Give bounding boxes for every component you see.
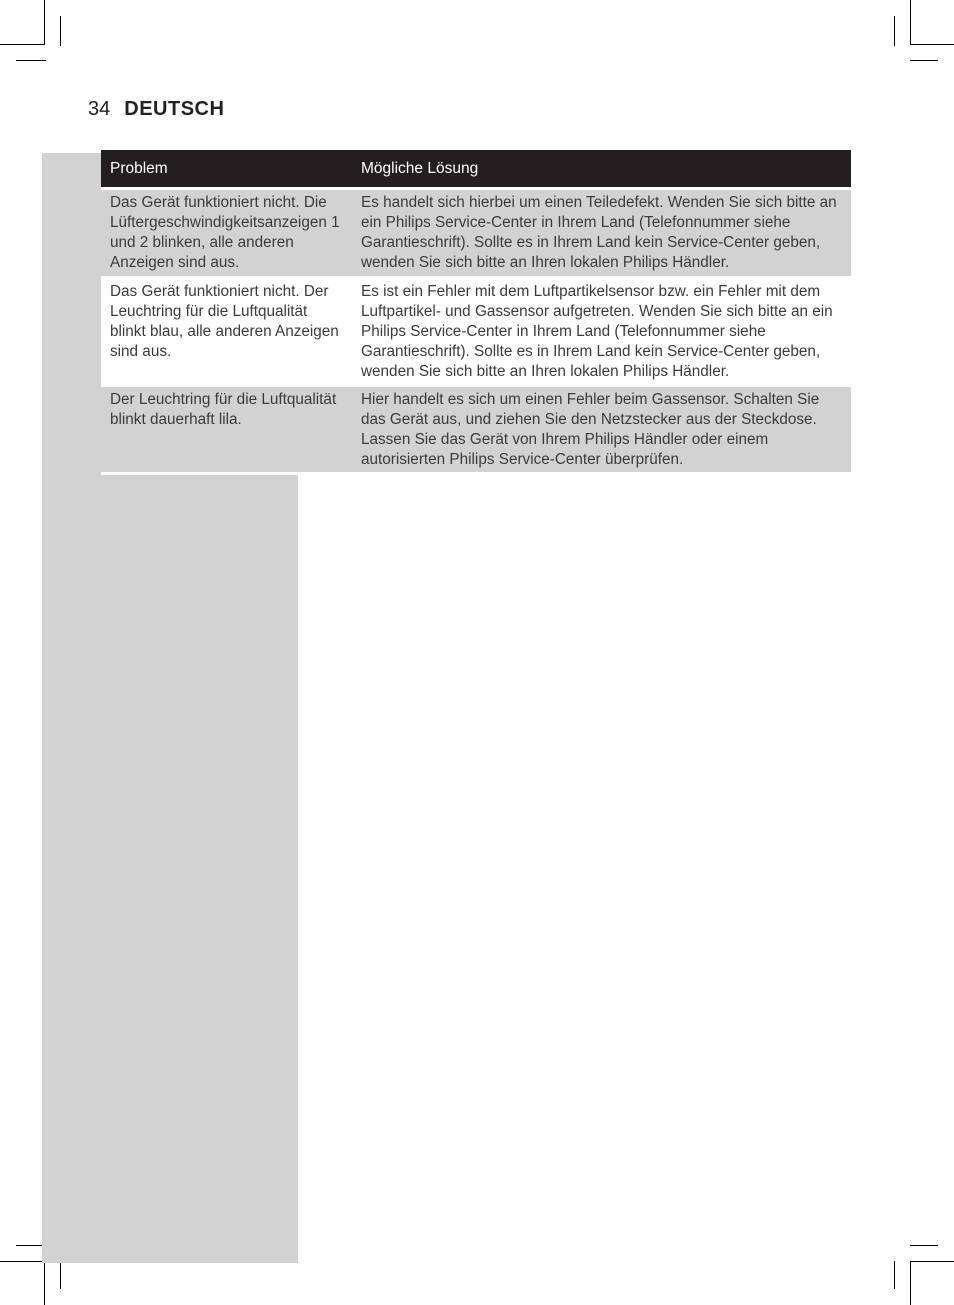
crop-mark xyxy=(894,1261,895,1289)
problem-cell: Das Gerät funktioniert nicht. Der Leuchtring für die Luftqualität blinkt blau, alle anderen Anzeigen sind aus. xyxy=(101,279,352,384)
section-title: DEUTSCH xyxy=(124,98,225,120)
table-row xyxy=(101,387,851,472)
crop-mark xyxy=(910,1261,954,1262)
crop-mark xyxy=(894,16,895,46)
crop-mark xyxy=(910,0,911,45)
column-header-solution: Mögliche Lösung xyxy=(361,159,479,177)
solution-cell: Es ist ein Fehler mit dem Luftpartikelsensor bzw. ein Fehler mit dem Luftpartikel- und Gassensor aufgetreten. Wenden Sie sich bitte an ein Philips Service-Center in Ihrem Land (Telefonnummer siehe Garantieschrift). Sollte es in Ihrem Land kein Service-Center geben, wenden Sie sich bitte an Ihren lokalen Philips Händler. xyxy=(352,279,851,384)
crop-mark xyxy=(910,60,938,61)
troubleshooting-table xyxy=(101,150,851,475)
crop-mark xyxy=(60,16,61,46)
crop-mark xyxy=(0,1261,45,1262)
problem-cell: Das Gerät funktioniert nicht. Die Lüftergeschwindigkeitsanzeigen 1 und 2 blinken, alle anderen Anzeigen sind aus. xyxy=(110,194,340,271)
table-row xyxy=(101,190,851,276)
solution-cell: Hier handelt es sich um einen Fehler beim Gassensor. Schalten Sie das Gerät aus, und ziehen Sie den Netzstecker aus der Steckdose. Lassen Sie das Gerät von Ihrem Philips Händler oder einem autorisierten Philips Service-Center überprüfen. xyxy=(361,391,820,468)
crop-mark xyxy=(910,44,954,45)
crop-mark xyxy=(910,1245,938,1246)
solution-cell: Es handelt sich hierbei um einen Teiledefekt. Wenden Sie sich bitte an ein Philips Service-Center in Ihrem Land (Telefonnummer siehe Garantieschrift). Sollte es in Ihrem Land kein Service-Center geben, wenden Sie sich bitte an Ihren lokalen Philips Händler. xyxy=(361,194,837,271)
crop-mark xyxy=(44,0,45,45)
crop-mark xyxy=(910,1261,911,1305)
crop-mark xyxy=(60,1261,61,1289)
crop-mark xyxy=(44,1261,45,1305)
crop-mark xyxy=(0,44,45,45)
table-row xyxy=(101,279,851,384)
page-number: 34 xyxy=(88,98,111,120)
page-header xyxy=(88,98,224,121)
problem-cell: Der Leuchtring für die Luftqualität blinkt dauerhaft lila. xyxy=(110,391,337,428)
column-header-problem: Problem xyxy=(110,159,168,177)
crop-mark xyxy=(16,60,46,61)
table-header xyxy=(101,150,851,187)
